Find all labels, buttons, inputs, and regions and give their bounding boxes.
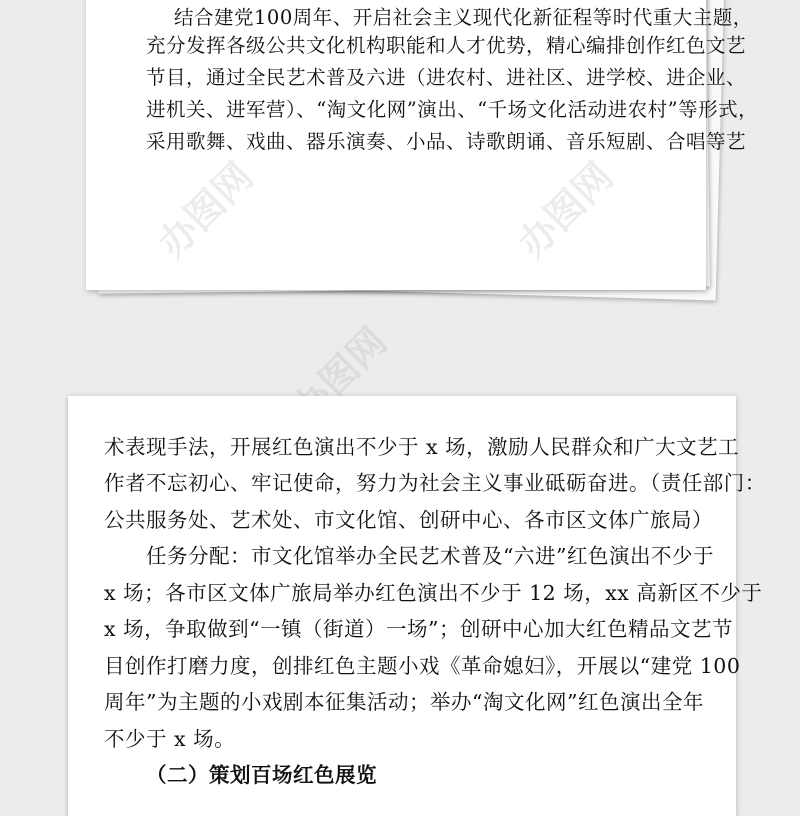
- page2-line-7: 目创作打磨力度，创排红色主题小戏《革命媳妇》，开展以“建党 100: [104, 654, 741, 678]
- page1-line-5: 采用歌舞、戏曲、器乐演奏、小品、诗歌朗诵、音乐短剧、合唱等艺: [146, 130, 747, 153]
- page2-line-5: x 场；各市区文体广旅局举办红色演出不少于 12 场，xx 高新区不少于: [104, 581, 763, 605]
- document-page-2: [68, 396, 766, 816]
- page2-line-6: x 场，争取做到“一镇（街道）一场”；创研中心加大红色精品文艺节: [104, 617, 734, 641]
- page1-line-2: 充分发挥各级公共文化机构职能和人才优势，精心编排创作红色文艺: [146, 34, 747, 57]
- page1-line-4: 进机关、进军营）、“淘文化网”演出、“千场文化活动进农村”等形式，: [146, 98, 759, 121]
- page1-line-1: 结合建党100周年、开启社会主义现代化新征程等时代重大主题，: [174, 6, 753, 29]
- watermark-1: 办图网: [149, 154, 262, 266]
- watermark-2: 办图网: [509, 154, 622, 266]
- page1-line-3: 节目，通过全民艺术普及六进（进农村、进社区、进学校、进企业、: [146, 66, 747, 89]
- page2-line-9: 不少于 x 场。: [104, 727, 236, 751]
- watermark-3: 办图网: [283, 319, 396, 431]
- section-heading: （二）策划百场红色展览: [146, 763, 377, 787]
- page2-line-3: 公共服务处、艺术处、市文化馆、创研中心、各市区文体广旅局）: [104, 508, 713, 532]
- page2-line-1: 术表现手法，开展红色演出不少于 x 场，激励人民群众和广大文艺工: [104, 435, 740, 459]
- document-page-1: [86, 0, 759, 290]
- page2-line-2: 作者不忘初心、牢记使命，努力为社会主义事业砥砺奋进。（责任部门：: [104, 471, 766, 495]
- page2-line-8: 周年”为主题的小戏剧本征集活动；举办“淘文化网”红色演出全年: [104, 690, 704, 714]
- page2-line-4: 任务分配：市文化馆举办全民艺术普及“六进”红色演出不少于: [146, 544, 714, 568]
